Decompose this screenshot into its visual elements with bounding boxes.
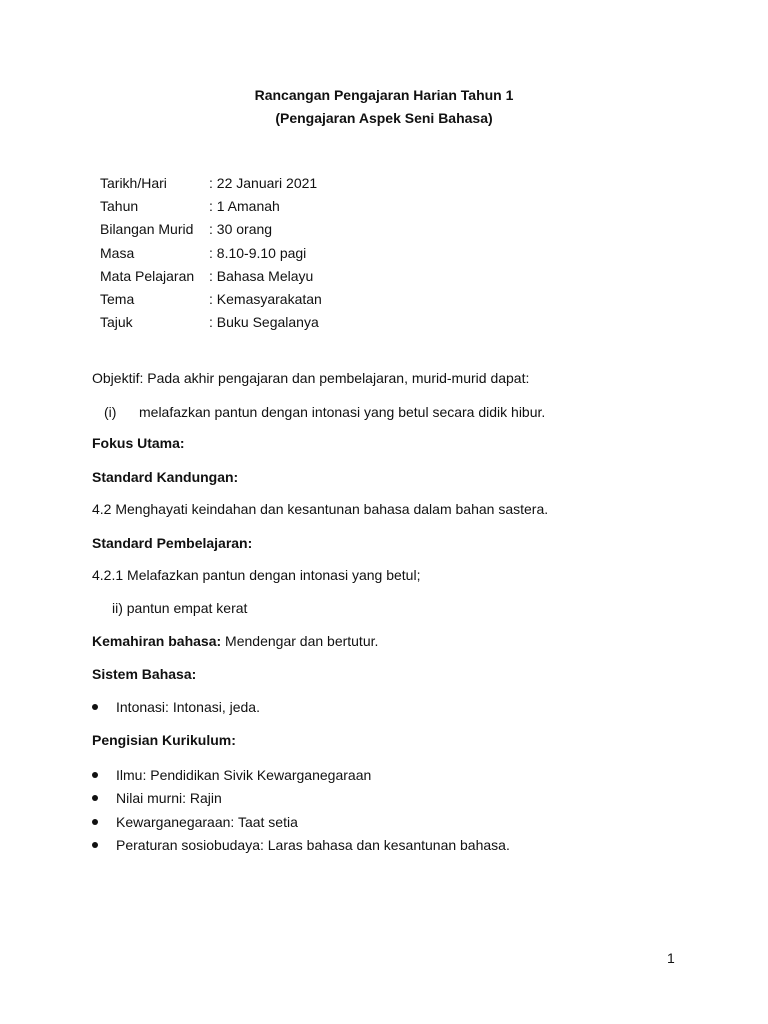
info-row-tahun bbox=[100, 197, 322, 220]
info-row-tajuk bbox=[100, 313, 322, 336]
info-value: : Kemasyarakatan bbox=[209, 290, 322, 307]
info-value: : 22 Januari 2021 bbox=[209, 175, 318, 191]
info-row-tema bbox=[100, 290, 322, 313]
standard-pembelajaran-heading: Standard Pembelajaran: bbox=[92, 535, 253, 551]
kemahiran-bahasa-text: Mendengar dan bertutur. bbox=[221, 633, 379, 649]
sistem-bahasa-heading: Sistem Bahasa: bbox=[92, 666, 197, 682]
info-row-tarikh bbox=[100, 174, 322, 197]
info-value: : Bahasa Melayu bbox=[209, 267, 314, 284]
info-row-masa bbox=[100, 244, 322, 267]
info-row-mata-pelajaran bbox=[100, 267, 322, 290]
fokus-utama-heading: Fokus Utama: bbox=[92, 435, 185, 451]
objektif-item-number: (i) bbox=[104, 404, 117, 420]
info-label: Masa bbox=[100, 244, 135, 261]
info-label: Tarikh/Hari bbox=[100, 175, 167, 191]
info-label: Tajuk bbox=[100, 314, 133, 331]
pengisian-kurikulum-list bbox=[92, 766, 510, 859]
list-item: Peraturan sosiobudaya: Laras bahasa dan kesantunan bahasa. bbox=[92, 836, 510, 859]
list-item: Ilmu: Pendidikan Sivik Kewarganegaraan bbox=[92, 766, 510, 789]
sistem-bahasa-list bbox=[92, 698, 260, 721]
info-value: : 8.10-9.10 pagi bbox=[209, 244, 307, 261]
info-label: Tema bbox=[100, 290, 135, 307]
kemahiran-bahasa-label: Kemahiran bahasa: bbox=[92, 633, 222, 649]
standard-pembelajaran-text: 4.2.1 Melafazkan pantun dengan intonasi yang betul; bbox=[92, 567, 421, 583]
objektif-item-text: melafazkan pantun dengan intonasi yang betul secara didik hibur. bbox=[139, 404, 546, 420]
info-value: : 1 Amanah bbox=[209, 198, 280, 215]
page-number: 1 bbox=[667, 950, 675, 966]
list-item: Kewarganegaraan: Taat setia bbox=[92, 813, 510, 836]
document-subtitle: (Pengajaran Aspek Seni Bahasa) bbox=[275, 110, 493, 126]
document-title: Rancangan Pengajaran Harian Tahun 1 bbox=[254, 87, 514, 103]
info-label: Bilangan Murid bbox=[100, 221, 194, 238]
info-label: Mata Pelajaran bbox=[100, 267, 195, 284]
list-item: Intonasi: Intonasi, jeda. bbox=[92, 698, 260, 721]
standard-pembelajaran-subitem: ii) pantun empat kerat bbox=[112, 600, 248, 616]
objektif-intro: Objektif: Pada akhir pengajaran dan pembelajaran, murid-murid dapat: bbox=[92, 370, 530, 386]
list-item: Nilai murni: Rajin bbox=[92, 789, 510, 812]
info-label: Tahun bbox=[100, 198, 139, 215]
info-value: : 30 orang bbox=[209, 221, 273, 238]
lesson-info-table bbox=[100, 174, 322, 336]
kemahiran-bahasa bbox=[92, 632, 378, 650]
standard-kandungan-text: 4.2 Menghayati keindahan dan kesantunan bahasa dalam bahan sastera. bbox=[92, 501, 549, 517]
pengisian-kurikulum-heading: Pengisian Kurikulum: bbox=[92, 732, 236, 748]
info-value: : Buku Segalanya bbox=[209, 314, 319, 331]
standard-kandungan-heading: Standard Kandungan: bbox=[92, 469, 239, 485]
info-row-bilangan-murid bbox=[100, 220, 322, 243]
